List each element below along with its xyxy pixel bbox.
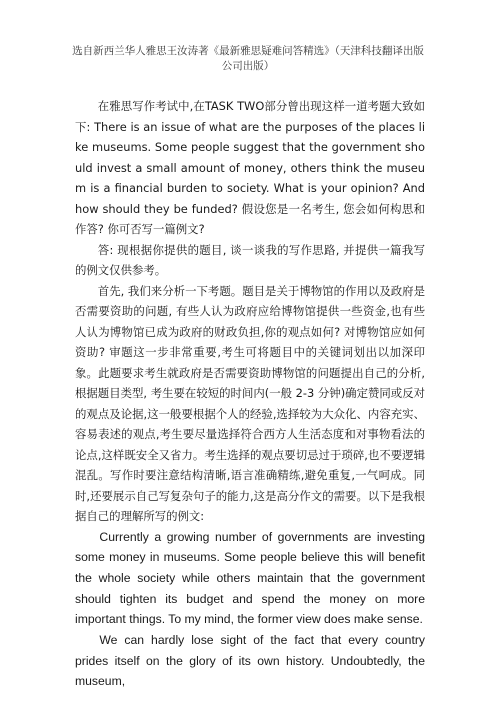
question-paragraph: 在雅思写作考试中,在TASK TWO部分曾出现这样一道考题大致如下: There is an issue of what are the purposes of the places like museums. Some people suggest that the government should invest a small amount of money, others think the museum is a financial burden to society. What is your opinion? And how should they be funded? 假设您是一名考生, 您会如何构思和作答? 你可否写一篇例文? <box>75 99 425 236</box>
essay-paragraph-1: Currently a growing number of governments are investing some money in museums. Some people believe this will benefit the whole society while others maintain that the government should tighten its budget and spend the money on more important things. To my mind, the former view does make sense. <box>75 529 425 627</box>
source-line-2: 公司出版） <box>221 60 275 72</box>
source-line-1: 选自新西兰华人雅思王汝涛著《最新雅思疑难问答精选》（天津科技翻译出版 <box>72 45 424 57</box>
source-header <box>60 44 436 74</box>
analysis-paragraph: 首先, 我们来分析一下考题。题目是关于博物馆的作用以及政府是否需要资助的问题, 有些人认为政府应给博物馆提供一些资金,也有些人认为博物馆已成为政府的财政负担,你的观点如何? 对博物馆应如何资助? 审题这一步非常重要,考生可将题目中的关键词划出以加深印象。此题要求考生就政府是否需要资助博物馆的问题提出自己的分析, 根据题目类型, 考生要在较短的时间内(一般 2-3 分钟)确定赞同或反对的观点及论据,这一般要根据个人的经验,选择较为大众化、内容充实、容易表述的观点,考生要尽量选择符合西方人生活态度和对事物看法的论点,这样既安全又省力。考生选择的观点要切忌过于琐碎,也不要逻辑混乱。写作时要注意结构清晰,语言准确精练,避免重复,一气呵成。同时,还要展示自己写复杂句子的能力,这是高分作文的需要。以下是我根据自己的理解所写的例文: <box>75 283 425 523</box>
document-body <box>75 96 425 692</box>
answer-intro-paragraph: 答: 现根据你提供的题目, 谈一谈我的写作思路, 并提供一篇我写的例文仅供参考。 <box>75 242 425 277</box>
essay-paragraph-2: We can hardly lose sight of the fact that every country prides itself on the glory of its own history. Undoubtedly, the museum, <box>75 633 425 689</box>
